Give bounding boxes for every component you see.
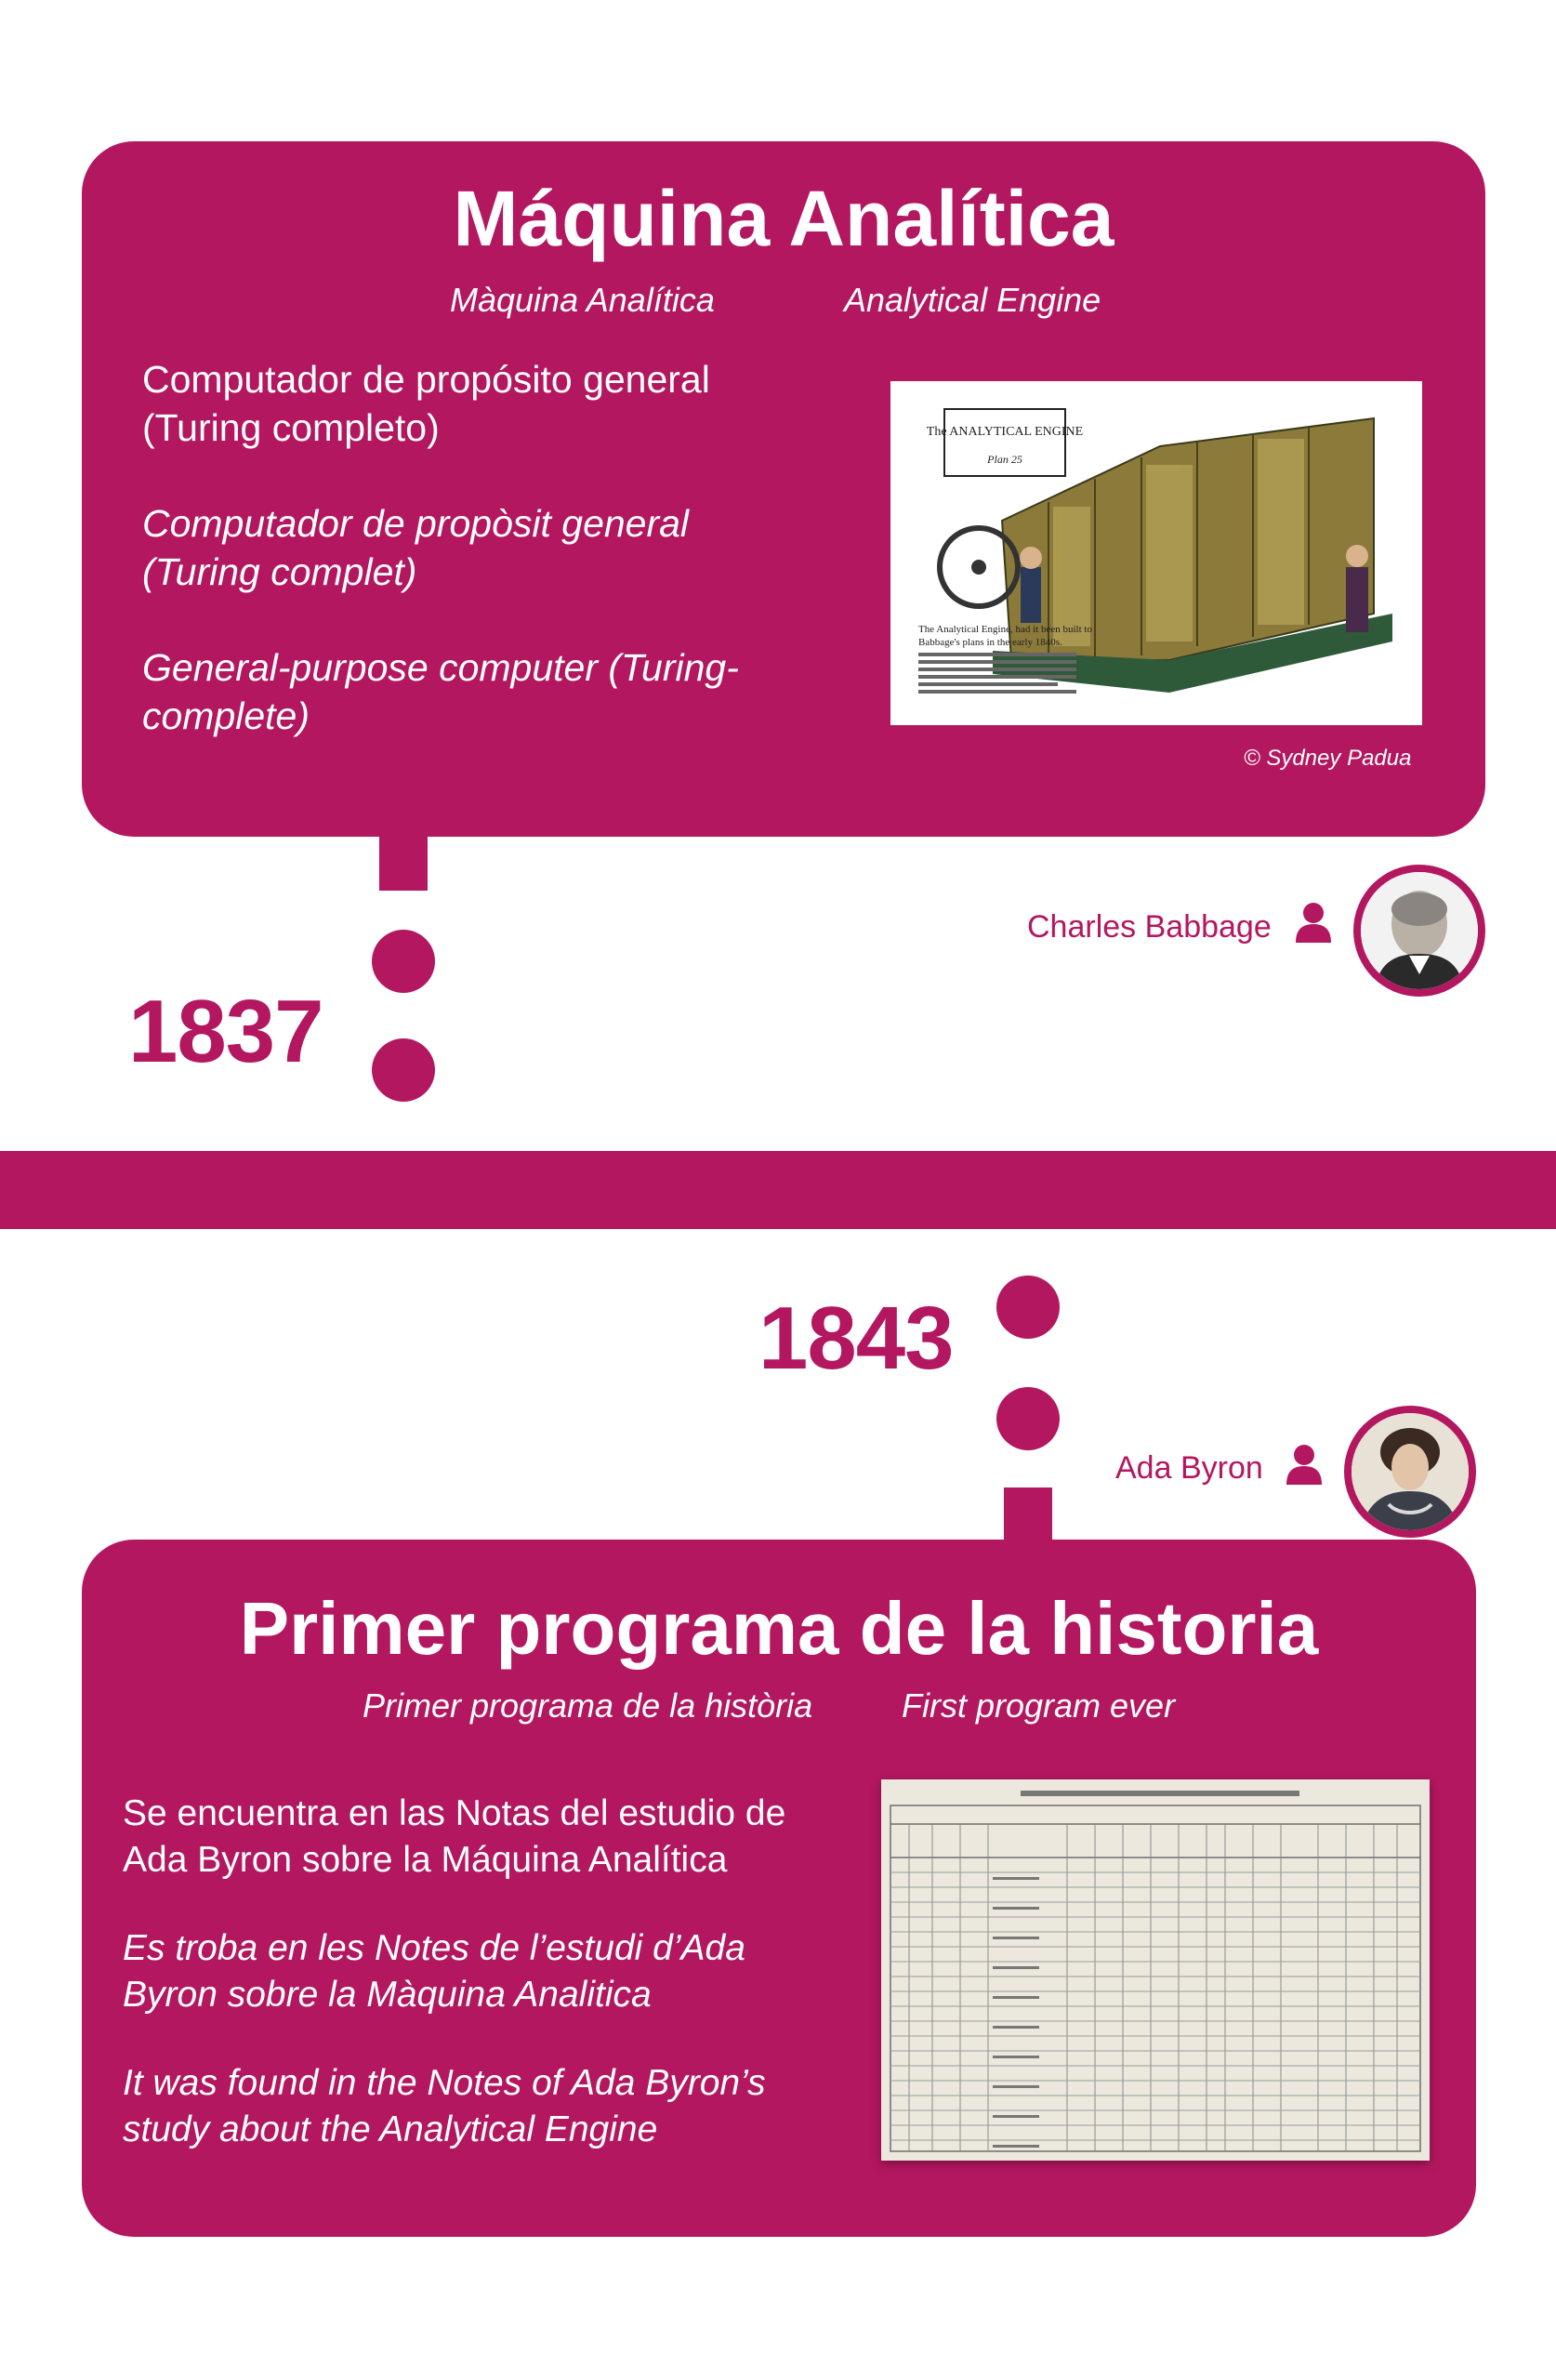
timeline-connector (1004, 1488, 1052, 1543)
description-english: It was found in the Notes of Ada Byron’s study about the Analytical Engine (123, 2063, 766, 2149)
analytical-engine-illustration (890, 381, 1422, 725)
illustration-plan: Plan 25 (987, 453, 1022, 466)
analytical-engine-card (82, 141, 1485, 837)
subtitle-catalan: Primer programa de la història (363, 1686, 813, 1725)
description-english: General-purpose computer (Turing-complete) (142, 646, 739, 737)
image-credit: © Sydney Padua (1244, 746, 1412, 771)
first-program-card (82, 1540, 1476, 2237)
year-label: 1843 (758, 1289, 954, 1388)
user-icon (1294, 902, 1333, 947)
bernoulli-diagram-image (881, 1779, 1430, 2161)
timeline-dot (996, 1276, 1060, 1339)
person-name: Charles Babbage (1027, 909, 1272, 945)
svg-text:Babbage's plans in the early 1: Babbage's plans in the early 1840s. (918, 637, 1062, 648)
card-title: Primer programa de la historia (239, 1587, 1319, 1670)
year-label: 1837 (128, 982, 323, 1081)
svg-text:The Analytical Engine, had it: The Analytical Engine, had it been built to (918, 624, 1092, 635)
timeline-dot (372, 1038, 435, 1102)
timeline-dot (996, 1387, 1060, 1450)
description-spanish: Computador de propósito general (Turing completo) (142, 358, 710, 449)
user-icon (1285, 1444, 1324, 1489)
description-catalan: Computador de propòsit general (Turing complet) (142, 502, 690, 593)
subtitle-english: Analytical Engine (844, 281, 1101, 319)
description-catalan: Es troba en les Notes de l’estudi d’Ada Byron sobre la Màquina Analitica (123, 1928, 745, 2015)
timeline-band (0, 1151, 1556, 1229)
illustration-caption: The ANALYTICAL ENGINE (926, 425, 1084, 439)
avatar (1344, 1406, 1476, 1538)
avatar (1353, 865, 1485, 997)
subtitle-english: First program ever (902, 1686, 1176, 1725)
card-title: Máquina Analítica (453, 175, 1114, 262)
subtitle-catalan: Màquina Analítica (450, 281, 715, 319)
timeline-dot (372, 930, 435, 993)
description-spanish: Se encuentra en las Notas del estudio de Ada Byron sobre la Máquina Analítica (123, 1793, 786, 1880)
person-name: Ada Byron (1115, 1450, 1263, 1486)
timeline-connector (379, 835, 428, 891)
